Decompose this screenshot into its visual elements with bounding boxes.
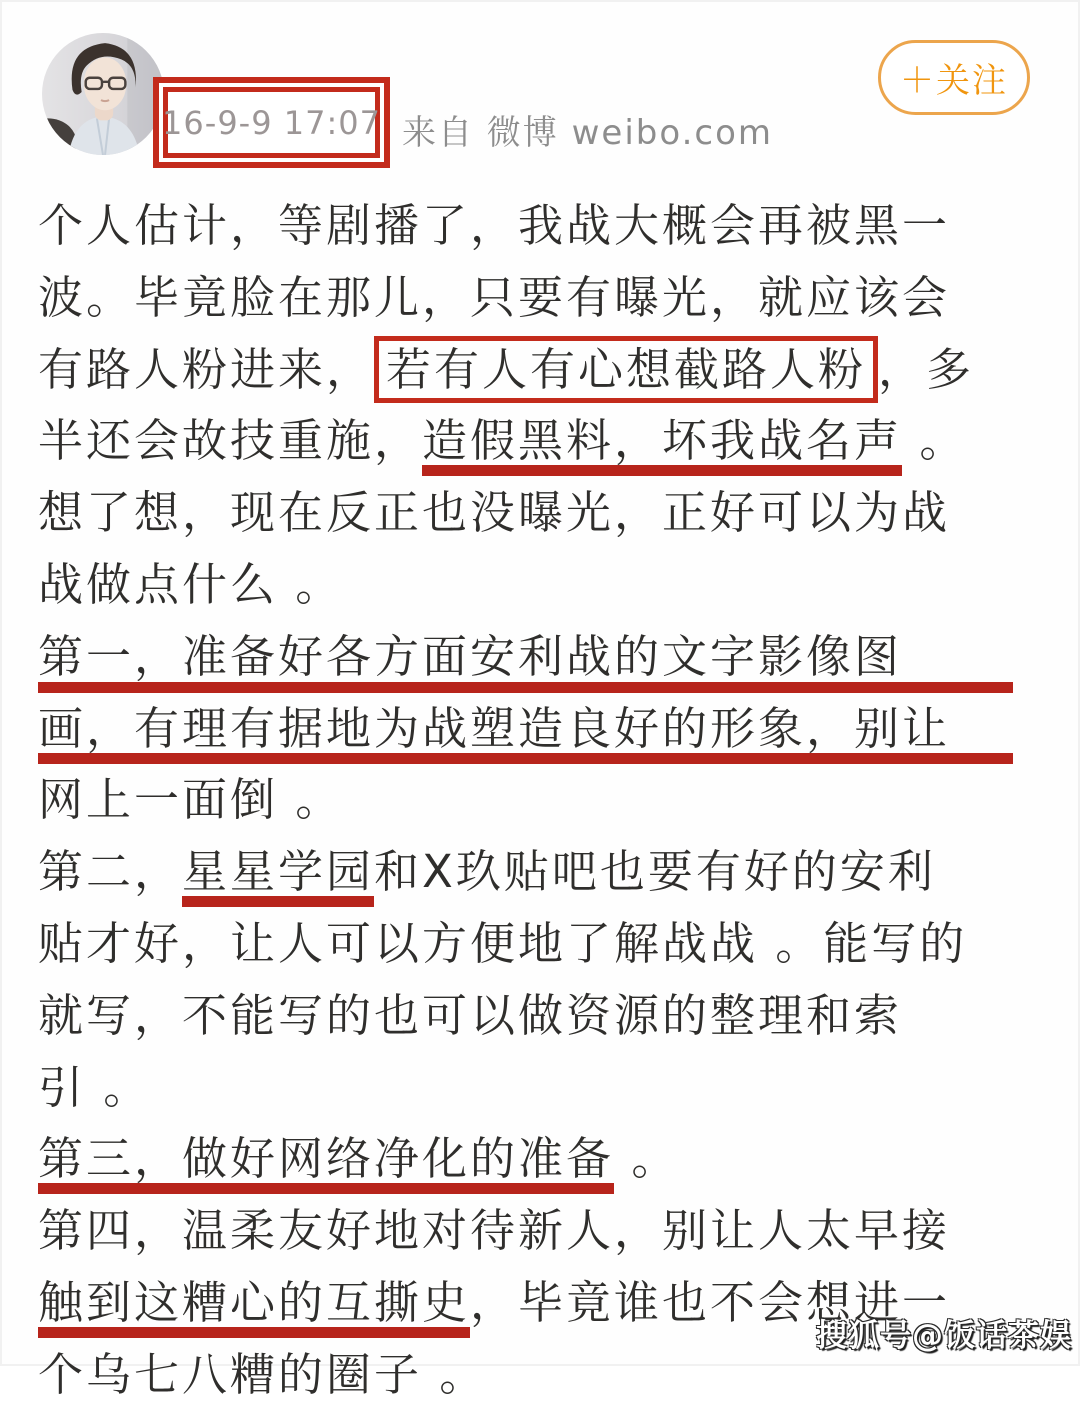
post-text: 和X玖贴吧也要有好的安利 xyxy=(374,845,936,899)
post-text: 引 。 xyxy=(38,1060,152,1114)
post-text-line-underlined xyxy=(38,621,1013,693)
post-body xyxy=(38,190,1013,1411)
sohu-watermark: 搜狐号@饭话茶娱 xyxy=(816,1318,1072,1354)
post-text: 。 xyxy=(902,414,968,468)
post-timestamp-link[interactable]: 16-9-9 17:07 xyxy=(162,103,381,142)
post-text: 第二， xyxy=(38,845,183,899)
post-text-line xyxy=(38,1123,1013,1195)
post-text: ，多 xyxy=(878,342,975,396)
post-text-line xyxy=(38,764,1013,836)
post-text: 贴才好，让人可以方便地了解战战 。能写的 xyxy=(38,916,968,970)
follow-button[interactable]: ＋关注 xyxy=(878,40,1030,115)
post-text: 网上一面倒 。 xyxy=(38,773,344,827)
post-text: 就写，不能写的也可以做资源的整理和索 xyxy=(38,988,903,1042)
post-text: 想了想，现在反正也没曝光，正好可以为战 xyxy=(38,486,951,540)
avatar[interactable] xyxy=(42,33,164,155)
red-underline-highlight: 触到这糟心的互撕史 xyxy=(38,1276,470,1338)
red-underline-highlight: 第三，做好网络净化的准备 xyxy=(38,1132,614,1194)
post-source-link[interactable]: 来自 微博 weibo.com xyxy=(402,113,773,153)
post-text-line xyxy=(38,190,1013,262)
post-text-line xyxy=(38,549,1013,621)
post-text: 波。毕竟脸在那儿，只要有曝光，就应该会 xyxy=(38,270,951,324)
post-text: 战做点什么 。 xyxy=(38,557,344,611)
post-text-line xyxy=(38,1052,1013,1124)
post-text-line xyxy=(38,334,1013,406)
avatar-portrait-image xyxy=(42,33,164,155)
red-box-annotation-timestamp xyxy=(153,77,390,168)
post-text-line xyxy=(38,836,1013,908)
post-text: 个乌七八糟的圈子 。 xyxy=(38,1347,488,1401)
post-text: 。 xyxy=(614,1132,680,1186)
post-text: 个人估计，等剧播了，我战大概会再被黑一 xyxy=(38,199,951,252)
post-text: 第四，温柔友好地对待新人，别让人太早接 xyxy=(38,1204,951,1258)
post-text-line xyxy=(38,405,1013,477)
post-text-line-underlined xyxy=(38,693,1013,765)
red-underline-highlight: 造假黑料，坏我战名声 xyxy=(422,414,902,476)
post-text: 第一，准备好各方面安利战的文字影像图 xyxy=(38,629,903,683)
red-box-annotation-inner xyxy=(163,87,380,158)
post-text-line xyxy=(38,980,1013,1052)
post-text-line xyxy=(38,262,1013,334)
post-text: 画，有理有据地为战塑造良好的形象，别让 xyxy=(38,701,951,755)
post-text: 有路人粉进来， xyxy=(38,342,375,396)
red-box-highlight: 若有人有心想截路人粉 xyxy=(374,336,878,403)
post-text-line xyxy=(38,1195,1013,1267)
post-text-line xyxy=(38,908,1013,980)
post-text-line xyxy=(38,477,1013,549)
post-text: 半还会故技重施， xyxy=(38,414,423,468)
post-text: ，毕竟谁也不会想进一 xyxy=(470,1275,951,1329)
red-underline-highlight: 星星学园 xyxy=(182,845,374,907)
